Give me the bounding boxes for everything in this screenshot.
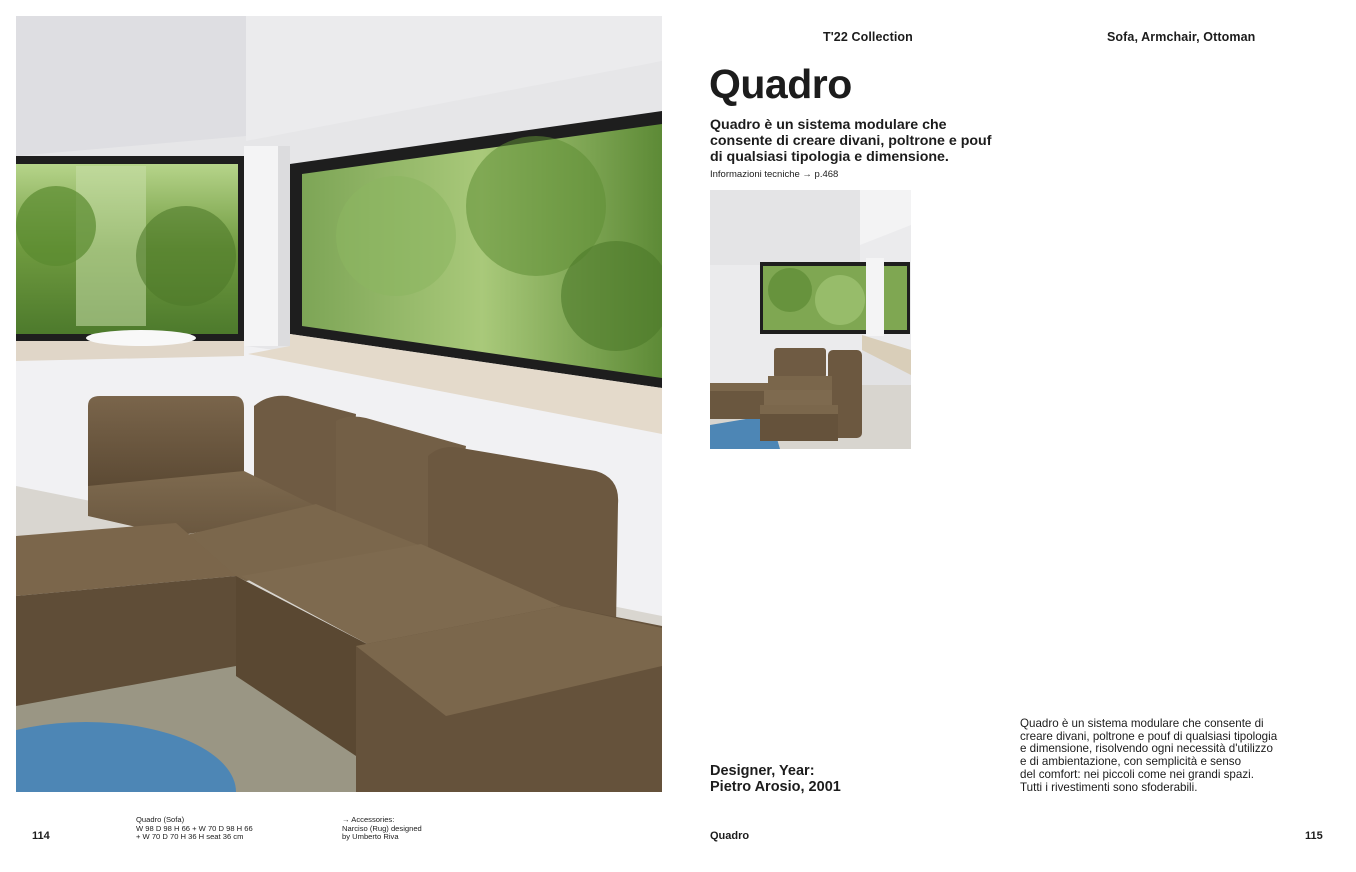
description-line: e di ambientazione, con semplicità e senso	[1020, 755, 1242, 769]
designer-label: Designer, Year:	[710, 763, 815, 779]
designer-block	[710, 763, 841, 795]
description-line: del comfort: nei piccoli come nei grandi spazi.	[1020, 767, 1254, 781]
secondary-product-photo	[710, 190, 911, 449]
sofa-caption	[136, 816, 253, 842]
description-line: Quadro è un sistema modulare che consente di	[1020, 717, 1264, 730]
page-number-right: 115	[1305, 830, 1323, 842]
caption-line: → Accessories:	[342, 815, 395, 824]
caption-line: by Umberto Riva	[342, 832, 399, 842]
product-lead	[710, 117, 1030, 166]
running-title: Quadro	[710, 830, 750, 842]
caption-line: W 98 D 98 H 66 + W 70 D 98 H 66	[136, 823, 253, 833]
lead-line: di qualsiasi tipologia e dimensione.	[710, 149, 949, 166]
product-title: Quadro	[709, 61, 852, 107]
collection-label: T'22 Collection	[823, 30, 913, 44]
technical-info-link[interactable]: Informazioni tecniche → p.468	[710, 169, 839, 180]
lead-line: consente di creare divani, poltrone e pouf	[710, 133, 992, 150]
category-label: Sofa, Armchair, Ottoman	[1107, 30, 1256, 44]
accessories-caption	[342, 816, 422, 842]
caption-line: Narciso (Rug) designed	[342, 823, 422, 833]
designer-value: Pietro Arosio, 2001	[710, 779, 841, 795]
description-line: e dimensione, risolvendo ogni necessità d'utilizzo	[1020, 742, 1273, 756]
description-line: Tutti i rivestimenti sono sfoderabili.	[1020, 780, 1198, 794]
description-line: creare divani, poltrone e pouf di qualsiasi tipologia	[1020, 729, 1278, 743]
lead-line: Quadro è un sistema modulare che	[710, 117, 947, 133]
main-product-photo	[16, 16, 662, 792]
page-number-left: 114	[32, 830, 50, 842]
caption-line: Quadro (Sofa)	[136, 815, 185, 824]
caption-line: + W 70 D 70 H 36 H seat 36 cm	[136, 832, 244, 842]
product-description	[1020, 718, 1310, 794]
